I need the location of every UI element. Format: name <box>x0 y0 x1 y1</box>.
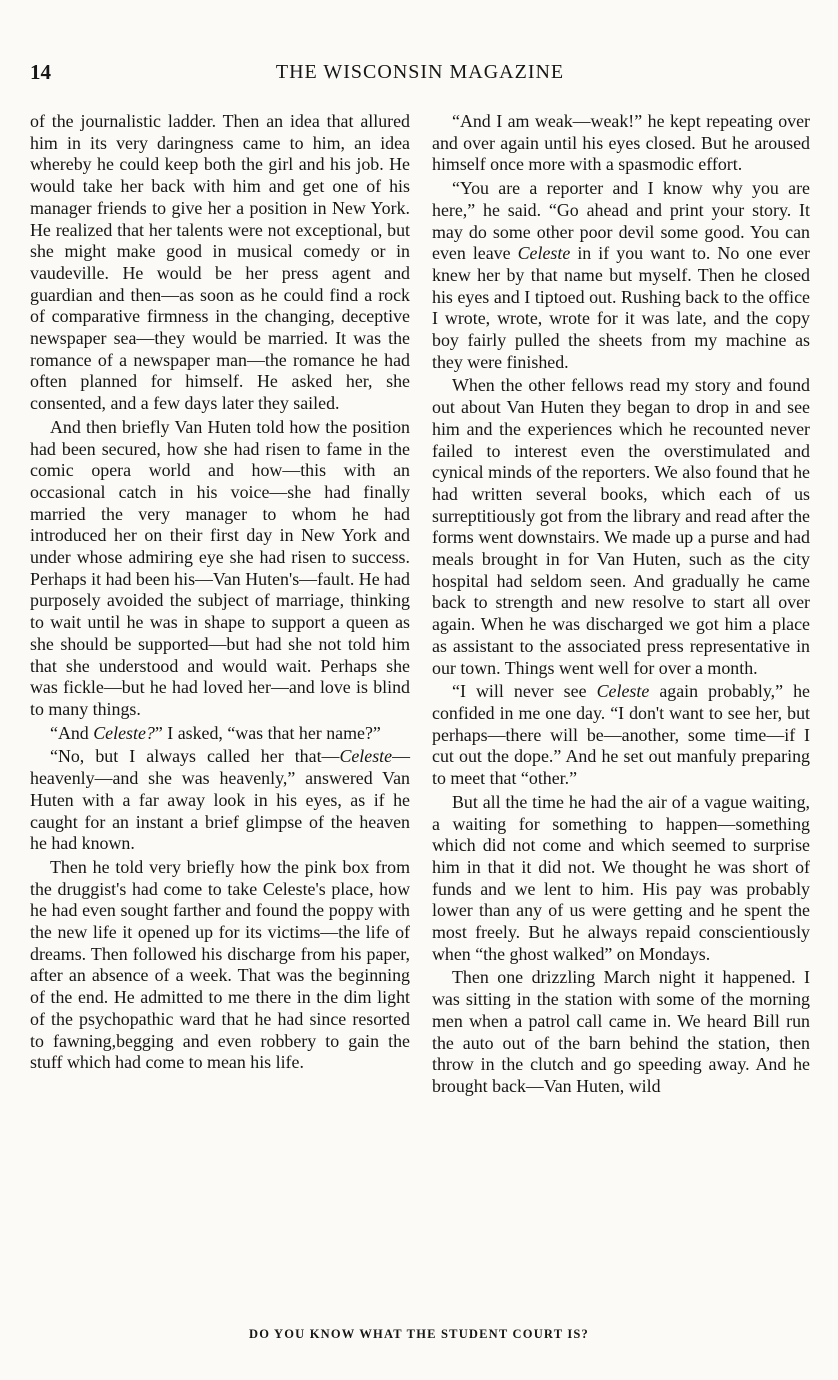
paragraph: “I will never see Celeste again probably,” he confided in me one day. “I don't want to see her, but perhaps—there will be—another, some time—if I cut out the dope.” And he set out manfuly preparing to meet that “other.” <box>432 681 810 789</box>
paragraph: “You are a reporter and I know why you are here,” he said. “Go ahead and print your story. It may do some other poor devil some good. You can even leave Celeste in if you want to. No one ever knew her by that name but myself. Then he closed his eyes and I tiptoed out. Rushing back to the office I wrote, wrote, wrote for it was late, and the copy boy fairly pulled the sheets from my machine as they were finished. <box>432 178 810 372</box>
paragraph: “And I am weak—weak!” he kept repeating over and over again until his eyes closed. But he aroused himself once more with a spasmodic effort. <box>432 111 810 175</box>
paragraph: When the other fellows read my story and found out about Van Huten they began to drop in and see him and the experiences which he recounted never failed to interest even the overstimulated and cynical minds of the reporters. We also found that he had written several books, which each of us surreptitiously got from the library and read after the forms went downstairs. We made up a purse and had meals brought in for Van Huten, such as the city hospital had seldom seen. And gradually he came back to strength and new resolve to start all over again. When he was discharged we got him a place as assistant to the associated press representative in our town. Things went well for over a month. <box>432 375 810 678</box>
paragraph: And then briefly Van Huten told how the position had been secured, how she had risen to fame in the comic opera world and how—this with an occasional catch in his voice—she had finally married the very manager to whom he had introduced her on their first day in New York and under whose admiring eye she had risen to success. Perhaps it had been his—Van Huten's—fault. He had purposely avoided the subject of marriage, thinking to wait until he was in shape to support a queen as she should be supported—but had she not told him that she understood and would wait. Perhaps she was fickle—but he had loved her—and love is blind to many things. <box>30 416 410 719</box>
paragraph: But all the time he had the air of a vague waiting, a waiting for something to happen—something which did not come and which seemed to surprise him in that it did not. We thought he was short of funds and we lent to him. His pay was probably lower than any of us were getting and he spent the most freely. But he always repaid conscientiously when “the ghost walked” on Mondays. <box>432 791 810 964</box>
paragraph: “No, but I always called her that—Celeste—heavenly—and she was heavenly,” answered Van Huten with a far away look in his eyes, as if he caught for an instant a brief glimpse of the heaven he had known. <box>30 746 410 854</box>
paragraph: Then he told very briefly how the pink box from the druggist's had come to take Celeste's place, how he had even sought farther and found the poppy with the new life it opened up for its victims—the life of dreams. Then followed his discharge from his paper, after an absence of a week. That was the beginning of the end. He admitted to me there in the dim light of the psychopathic ward that he had since resorted to fawning,begging and even robbery to gain the stuff which had come to mean his life. <box>30 856 410 1073</box>
page-number: 14 <box>30 60 51 84</box>
paragraph: of the journalistic ladder. Then an idea that allured him in its very daringness came to him, an idea whereby he could keep both the girl and his job. He would take her back with him and get one of his manager friends to give her a position in New York. He realized that her talents were not exceptional, but she might make good in musical comedy or in vaudeville. He would be her press agent and guardian and then—as soon as he could find a rock of comparative firmness in the changing, deceptive newspaper sea—they would be married. It was the romance of a newspaper man—the romance he had often planned for himself. He asked her, she consented, and a few days later they sailed. <box>30 111 410 414</box>
paragraph: Then one drizzling March night it happened. I was sitting in the station with some of the morning men when a patrol call came in. We heard Bill run the auto out of the barn behind the station, then throw in the clutch and go speeding away. And he brought back—Van Huten, wild <box>432 967 810 1096</box>
magazine-title: THE WISCONSIN MAGAZINE <box>275 61 565 83</box>
paragraph: “And Celeste?” I asked, “was that her name?” <box>50 722 381 743</box>
page-footer: DO YOU KNOW WHAT THE STUDENT COURT IS? <box>248 1327 590 1341</box>
page-header <box>30 60 810 90</box>
left-column <box>30 111 410 1074</box>
right-column <box>432 111 810 1098</box>
